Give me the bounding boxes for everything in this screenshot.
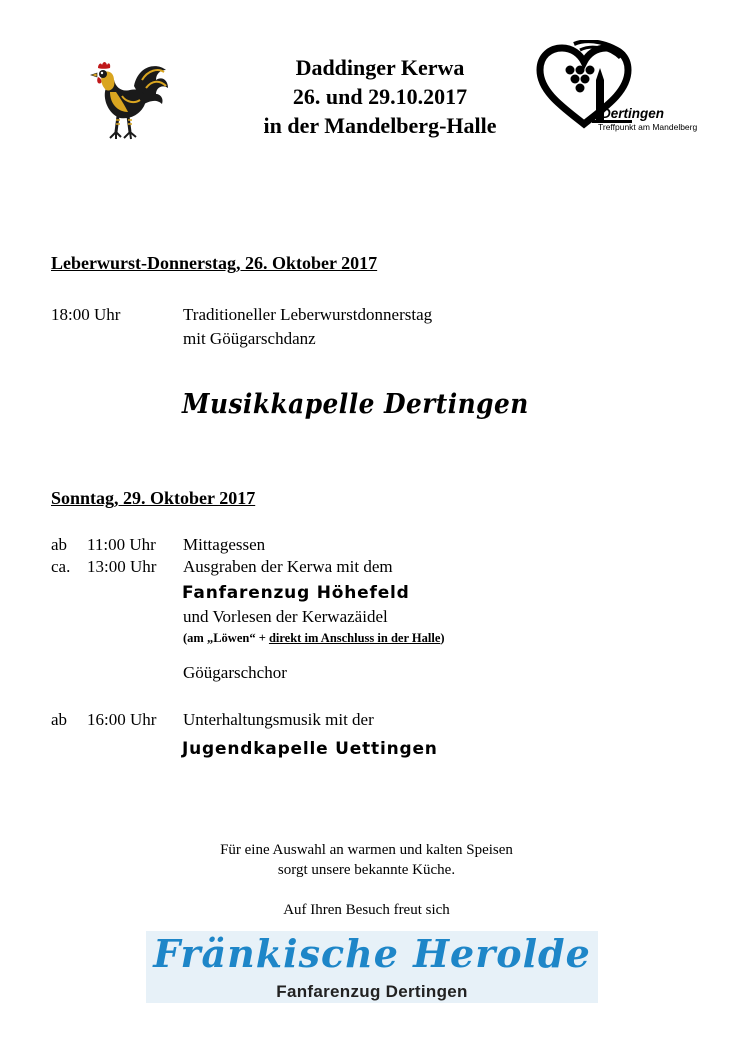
row1-time: 11:00 Uhr bbox=[87, 535, 156, 554]
row1-prefix: ab bbox=[51, 535, 68, 554]
day1-time: 18:00 Uhr bbox=[51, 305, 121, 324]
logo-name: Dertingen bbox=[601, 106, 665, 121]
row2-time: 13:00 Uhr bbox=[87, 557, 157, 576]
title-line-name: Daddinger Kerwa bbox=[295, 55, 465, 80]
title-line-dates: 26. und 29.10.2017 bbox=[292, 84, 468, 109]
row2-desc: Ausgraben der Kerwa mit dem bbox=[183, 557, 393, 576]
footer-line1: Für eine Auswahl an warmen und kalten Speisen bbox=[220, 842, 513, 858]
row2-desc2: und Vorlesen der Kerwazäidel bbox=[183, 607, 388, 626]
row2-prefix: ca. bbox=[51, 557, 71, 576]
footer-line2: sorgt unsere bekannte Küche. bbox=[277, 862, 456, 878]
day1-band: Musikkapelle Dertingen bbox=[182, 389, 529, 420]
logo-tagline: Treffpunkt am Mandelberg bbox=[598, 122, 698, 132]
row1-desc: Mittagessen bbox=[183, 535, 266, 554]
day2-heading: Sonntag, 29. Oktober 2017 bbox=[51, 488, 256, 508]
row3-prefix: ab bbox=[51, 710, 68, 729]
row3-desc: Unterhaltungsmusik mit der bbox=[183, 710, 374, 729]
row3-time: 16:00 Uhr bbox=[87, 710, 157, 729]
row2-note-part-a: (am „Löwen“ + bbox=[183, 631, 269, 645]
banner-title: Fränkische Herolde bbox=[153, 931, 591, 976]
row2-choir: Göügarschchor bbox=[183, 663, 287, 682]
title-line-venue: in der Mandelberg-Halle bbox=[263, 113, 497, 138]
rooster-icon bbox=[86, 58, 172, 144]
row3-band: Jugendkapelle Uettingen bbox=[182, 739, 438, 759]
day1-desc-line2: mit Göügarschdanz bbox=[183, 329, 316, 348]
banner-subtitle: Fanfarenzug Dertingen bbox=[276, 982, 468, 1001]
row2-note bbox=[183, 631, 445, 646]
row2-band: Fanfarenzug Höhefeld bbox=[182, 583, 410, 603]
day1-desc-line1: Traditioneller Leberwurstdonnerstag bbox=[183, 305, 433, 324]
banner-fraenkische-herolde bbox=[146, 931, 598, 1003]
day1-heading: Leberwurst-Donnerstag, 26. Oktober 2017 bbox=[51, 253, 378, 273]
event-title bbox=[200, 53, 560, 140]
row2-note-part-c: ) bbox=[440, 631, 445, 645]
footer-line3: Auf Ihren Besuch freut sich bbox=[283, 902, 450, 918]
row2-note-part-b: direkt im Anschluss in der Halle bbox=[268, 631, 441, 645]
